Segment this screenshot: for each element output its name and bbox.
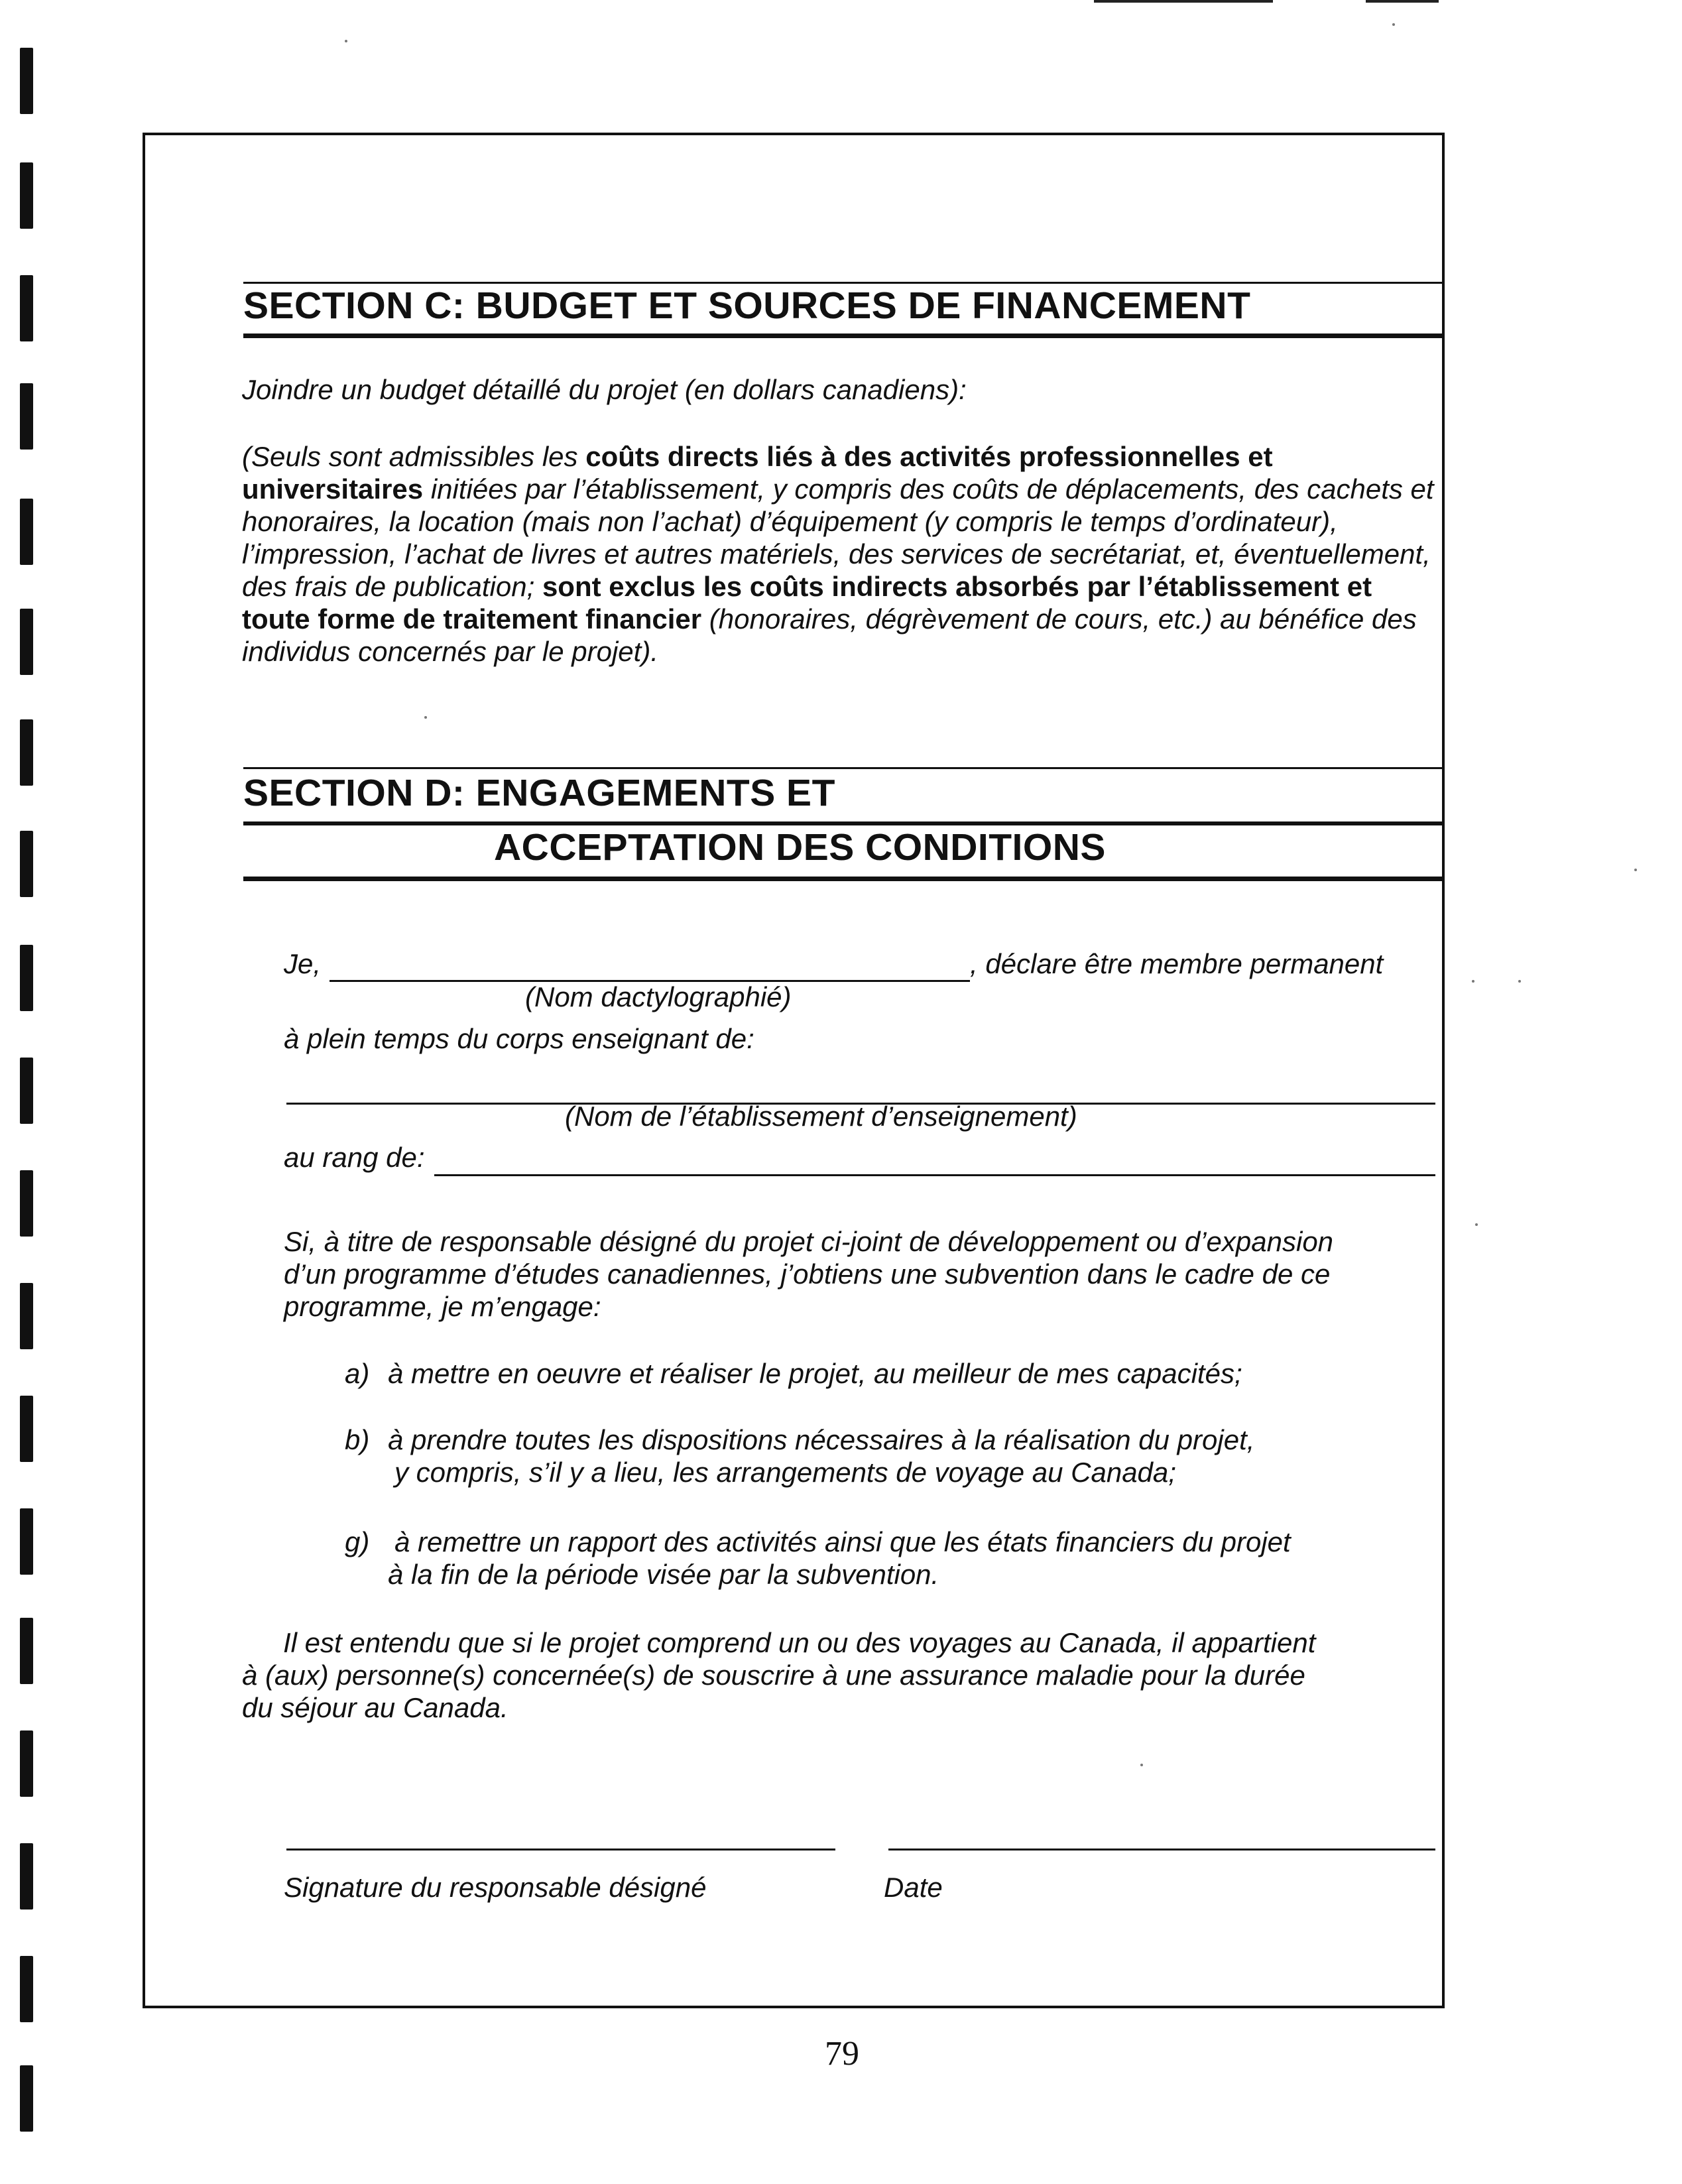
- binder-mark: [20, 162, 33, 229]
- scan-speck: [1392, 23, 1395, 26]
- section-c-bottom-rule: [243, 334, 1443, 338]
- binder-mark: [20, 1843, 33, 1910]
- eligible-costs-text: (honoraires, dégrèvement de cours, etc.) au bénéfice des individus concernés par le projet).: [242, 603, 1417, 667]
- top-edge-rule: [1366, 0, 1439, 3]
- section-d-top-rule: [243, 767, 1443, 769]
- binder-mark: [20, 609, 33, 675]
- signature-line: [286, 1849, 835, 1850]
- section-d-heading-line2: ACCEPTATION DES CONDITIONS: [494, 826, 1106, 869]
- binder-mark: [20, 499, 33, 565]
- engagement-paragraph: Si, à titre de responsable désigné du projet ci-joint de développement ou d’expansion d’un programme d’études canadiennes, j’obtiens une subvention dans le cadre de ce programme, je m’engage:: [284, 1226, 1334, 1322]
- rang-label: au rang de:: [284, 1142, 425, 1173]
- item-g-marker: g): [345, 1526, 370, 1557]
- scan-speck: [1472, 980, 1474, 983]
- plein-temps-text: à plein temps du corps enseignant de:: [284, 1023, 754, 1054]
- item-a-marker: a): [345, 1358, 370, 1389]
- date-label: Date: [884, 1872, 943, 1903]
- binder-mark: [20, 275, 33, 341]
- binder-mark: [20, 48, 33, 114]
- item-a-text: à mettre en oeuvre et réaliser le projet, au meilleur de mes capacités;: [388, 1358, 1242, 1389]
- form-frame: [143, 133, 1445, 2008]
- date-line: [888, 1849, 1435, 1850]
- section-d-bottom-rule: [243, 877, 1443, 881]
- item-g-text-cont: à la fin de la période visée par la subvention.: [388, 1559, 939, 1590]
- scan-speck: [1475, 1223, 1478, 1226]
- scan-speck: [1634, 869, 1637, 871]
- eligible-costs-paragraph: [242, 440, 1443, 668]
- je-label: Je,: [284, 948, 322, 979]
- top-edge-rule: [1094, 0, 1273, 3]
- binder-mark: [20, 1508, 33, 1575]
- budget-instruction: Joindre un budget détaillé du projet (en dollars canadiens):: [242, 374, 967, 405]
- item-b-marker: b): [345, 1424, 370, 1455]
- signature-label: Signature du responsable désigné: [284, 1872, 707, 1903]
- eligible-costs-text: initiées par l’établissement, y compris des coûts de déplacements, des cachets et honoraires, la location (mais non l’achat) d’équipement (y compris le temps d’ordinateur), l’impression, l’achat de livres et autres matériels, des services de secrétariat, et, éventuellement, des frais de publication;: [242, 473, 1434, 602]
- binder-mark: [20, 1058, 33, 1124]
- binder-mark: [20, 383, 33, 450]
- binder-mark: [20, 1283, 33, 1349]
- name-field-caption: (Nom dactylographié): [525, 981, 792, 1012]
- rank-field-line: [434, 1174, 1435, 1176]
- excluded-costs-bold: sont exclus les coûts indirects absorbés par l’établissement et toute forme de traitement financier: [242, 571, 1372, 635]
- eligible-costs-text: (Seuls sont admissibles les: [242, 441, 586, 472]
- binder-mark: [20, 831, 33, 897]
- scan-speck: [345, 40, 347, 42]
- declare-text: , déclare être membre permanent: [970, 948, 1384, 979]
- binder-mark: [20, 719, 33, 786]
- binder-mark: [20, 2065, 33, 2132]
- item-b-text-cont: y compris, s’il y a lieu, les arrangements de voyage au Canada;: [394, 1457, 1176, 1488]
- section-d-heading-line1: SECTION D: ENGAGEMENTS ET: [243, 772, 835, 814]
- item-g-text: à remettre un rapport des activités ainsi que les états financiers du projet: [394, 1526, 1291, 1557]
- binder-mark: [20, 1730, 33, 1797]
- binder-mark: [20, 1618, 33, 1684]
- binder-mark: [20, 1956, 33, 2022]
- binder-mark: [20, 945, 33, 1011]
- scan-speck: [1518, 980, 1521, 983]
- institution-field-caption: (Nom de l’établissement d’enseignement): [565, 1101, 1077, 1132]
- binder-mark: [20, 1396, 33, 1462]
- item-b-text: à prendre toutes les dispositions nécessaires à la réalisation du projet,: [388, 1424, 1255, 1455]
- binder-mark: [20, 1170, 33, 1237]
- insurance-paragraph: Il est entendu que si le projet comprend un ou des voyages au Canada, il appartient à (aux) personne(s) concernée(s) de souscrire à une assurance maladie pour la durée du séjour au Canada.: [242, 1627, 1316, 1723]
- eligible-costs-bold: coûts directs liés à des activités professionnelles et universitaires: [242, 441, 1273, 505]
- section-c-heading: SECTION C: BUDGET ET SOURCES DE FINANCEMENT: [243, 284, 1251, 327]
- page-number: 79: [825, 2035, 859, 2073]
